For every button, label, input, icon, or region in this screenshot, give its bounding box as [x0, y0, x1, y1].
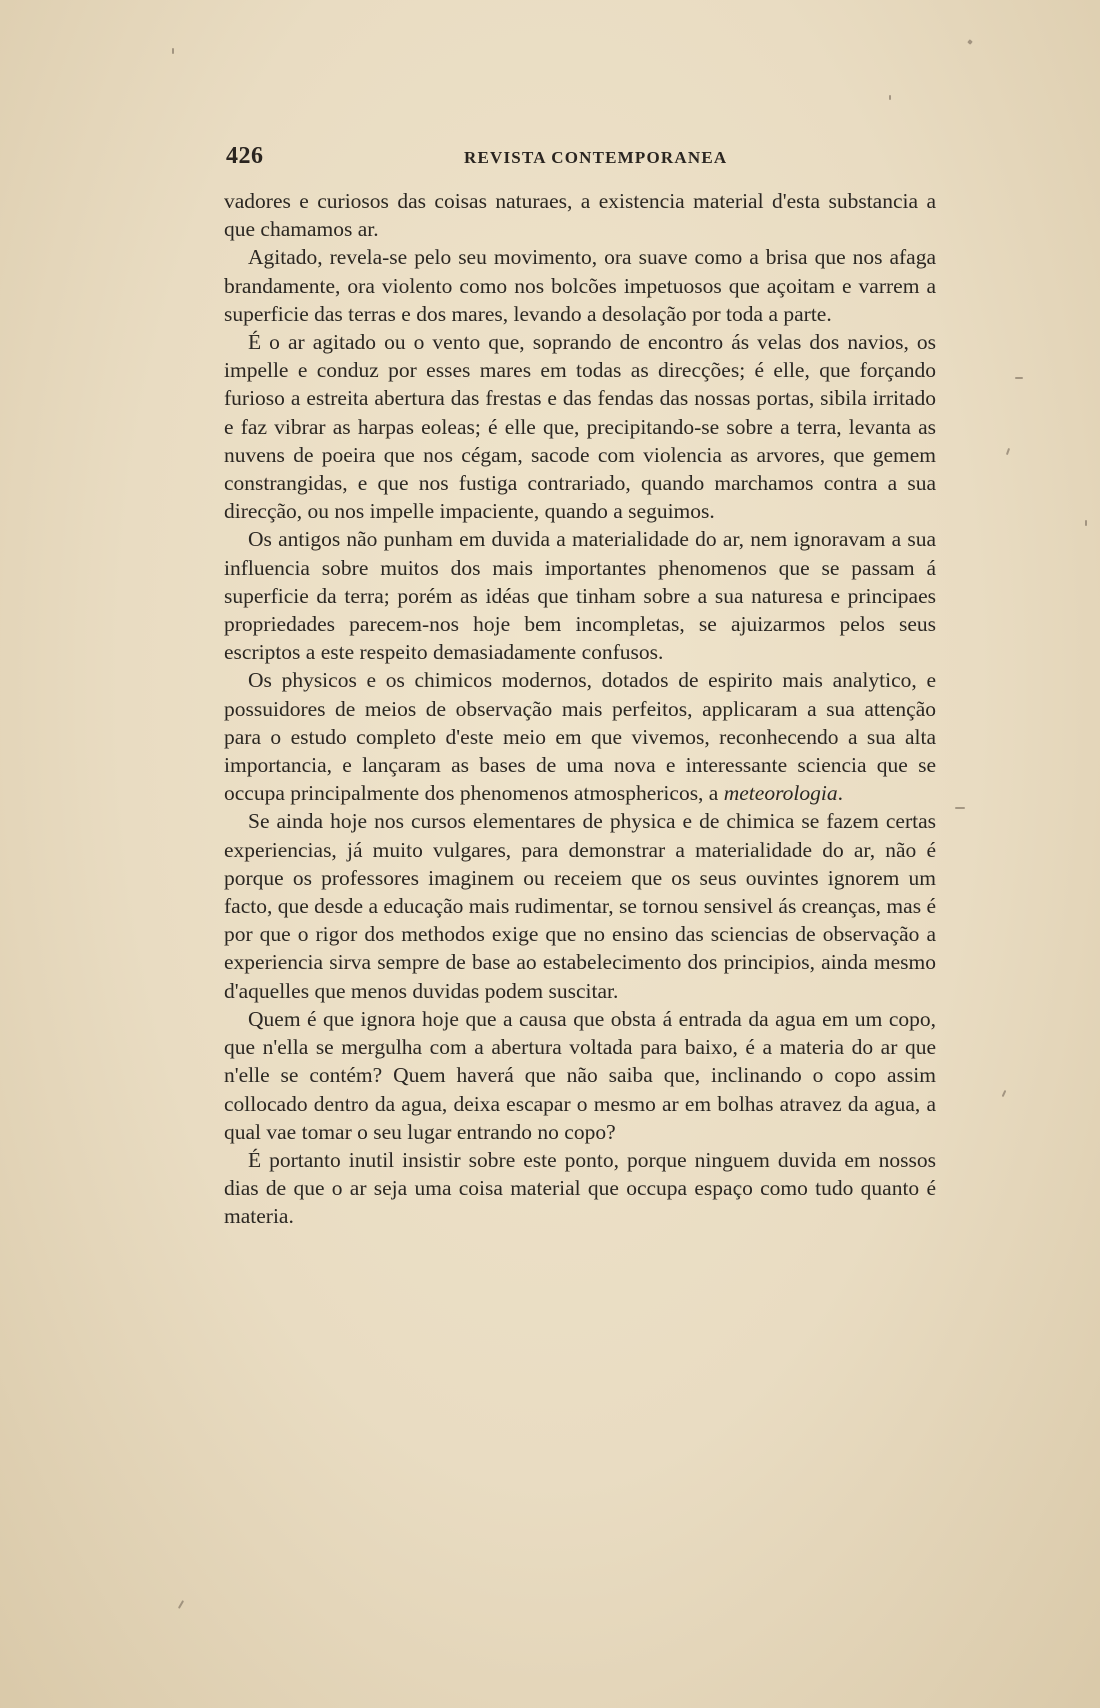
paragraph-5-text: Os physicos e os chimicos modernos, dotados de espirito mais analytico, e possuidores de meios de observação mais perfeitos, applicaram a sua attenção para o estudo completo d'este meio em que vivemos, reconhecendo a sua alta importancia, e lançaram as bases de uma nova e interessante sciencia que se occupa principalmente dos phenomenos atmosphericos, a: [224, 668, 936, 806]
paragraph-3: É o ar agitado ou o vento que, soprando de encontro ás velas dos navios, os impelle e conduz por esses mares em todas as direcções; é elle, que forçando furioso a estreita abertura das frestas e das fendas das nossas portas, sibila irritado e faz vibrar as harpas eoleas; é elle que, precipitando-se sobre a terra, levanta as nuvens de poeira que nos cégam, sacode com violencia as arvores, que gemem constrangidas, e que nos fustiga contrariado, quando marchamos contra a sua direcção, ou nos impelle impaciente, quando a seguimos.: [224, 330, 936, 524]
paragraph-4: Os antigos não punham em duvida a materialidade do ar, nem ignoravam a sua influencia sobre muitos dos mais importantes phenomenos que se passam á superficie da terra; porém as idéas que tinham sobre a sua naturesa e principaes propriedades parecem-nos hoje bem incompletas, se ajuizarmos pelos seus escriptos a este respeito demasiadamente confusos.: [224, 527, 936, 665]
paragraph-5-end: .: [837, 781, 843, 806]
page-number: 426: [226, 143, 264, 169]
paragraph-1: vadores e curiosos das coisas naturaes, a existencia material d'esta substancia a que chamamos ar.: [224, 189, 936, 242]
paper-speck: [889, 95, 891, 100]
running-title: REVISTA CONTEMPORANEA: [464, 148, 728, 167]
paper-speck: [955, 807, 965, 809]
paragraph-7: Quem é que ignora hoje que a causa que obsta á entrada da agua em um copo, que n'ella se mergulha com a abertura voltada para baixo, é a materia do ar que n'elle se contém? Quem haverá que não saiba que, inclinando o copo assim collocado dentro da agua, deixa escapar o mesmo ar em bolhas atravez da agua, a qual vae tomar o seu lugar entrando no copo?: [224, 1006, 936, 1144]
paper-speck: [172, 48, 174, 54]
paragraph-6: Se ainda hoje nos cursos elementares de physica e de chimica se fazem certas experiencias, já muito vulgares, para demonstrar a materialidade do ar, não é porque os professores imaginem ou receiem que os seus ouvintes ignorem um facto, que desde a educação mais rudimentar, se tornou sensivel ás creanças, mas é por que o rigor dos methodos exige que no ensino das sciencias de observação a experiencia sirva sempre de base ao estabelecimento dos principios, ainda mesmo d'aquelles que menos duvidas podem suscitar.: [224, 809, 936, 1003]
paragraph-5: [224, 666, 936, 807]
paragraph-2: Agitado, revela-se pelo seu movimento, ora suave como a brisa que nos afaga brandamente, ora violento como nos bolcões impetuosos que açoitam e varrem a superficie das terras e dos mares, levando a desolação por toda a parte.: [224, 245, 936, 326]
paper-speck: [1015, 377, 1023, 379]
page-header: [224, 143, 936, 173]
paragraph-8: É portanto inutil insistir sobre este ponto, porque ninguem duvida em nossos dias de que o ar seja uma coisa material que occupa espaço como tudo quanto é materia.: [224, 1147, 936, 1229]
article-body: [224, 187, 936, 1231]
paper-speck: [1085, 520, 1087, 526]
italic-term-meteorologia: meteorologia: [723, 781, 838, 806]
